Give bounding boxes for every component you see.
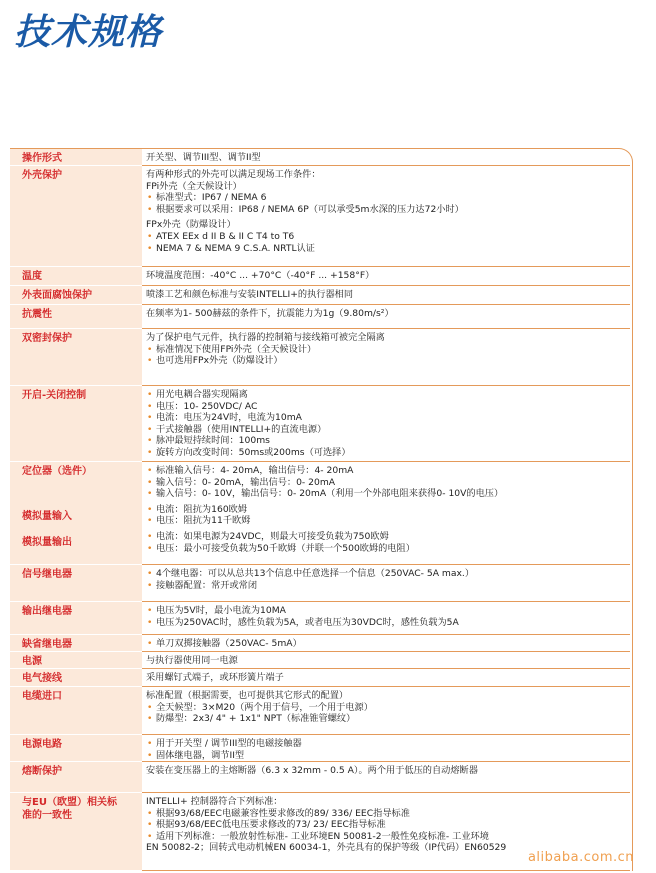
spec-value: [142, 565, 630, 602]
bullet-item: • 电压：10- 250VDC/ AC: [146, 401, 630, 413]
value-line: 有两种形式的外壳可以满足现场工作条件：: [146, 169, 321, 180]
bullet-item: • 单刀双掷接触器（250VAC- 5mA）: [146, 638, 630, 650]
bullet-item: • 也可选用FPx外壳（防爆设计）: [146, 355, 630, 367]
spec-label-text: 抗震性: [22, 309, 52, 320]
spec-sublabel: 模拟量输出: [22, 537, 72, 548]
spec-row: [10, 267, 630, 286]
spec-row: [10, 565, 630, 602]
spec-label: [10, 462, 142, 565]
bullet-item: • 电压为5V时，最小电流为10MA: [146, 605, 630, 617]
spec-label: [10, 267, 142, 286]
spec-value: [142, 166, 630, 267]
spec-value: [142, 735, 630, 762]
spec-label: [10, 793, 142, 871]
spec-label-text: 电源电路: [22, 739, 62, 750]
value-line: 标准配置（根据需要，也可提供其它形式的配置）: [146, 690, 349, 701]
bullet-item: • 输入信号：0- 20mA，输出信号：0- 20mA: [146, 477, 630, 489]
spec-label-text: 温度: [22, 271, 42, 282]
bullet-item: • 标准情况下使用FPi外壳（全天候设计）: [146, 344, 630, 356]
value-line: 在频率为1- 500赫兹的条件下，抗震能力为1g（9.80m/s²）: [146, 308, 394, 319]
bullet-item: • 根据93/68/EEC电磁兼容性要求修改的89/ 336/ EEC指导标准: [146, 808, 630, 820]
spec-value: [142, 635, 630, 652]
spec-value: [142, 149, 630, 166]
spec-value: [142, 762, 630, 793]
bullet-item: • 全天候型：3×M20（两个用于信号，一个用于电源）: [146, 702, 630, 714]
bullet-item: • 固体继电器，调节II型: [146, 750, 630, 762]
spec-row: [10, 166, 630, 267]
spec-label: [10, 149, 142, 166]
bullet-item: • 输入信号：0- 10V，输出信号：0- 20mA（利用一个外部电阻来获得0- 10V的电压）: [146, 488, 630, 500]
spec-label-text: 外表面腐蚀保护: [22, 290, 92, 301]
spec-label-text: 电缆进口: [22, 691, 62, 702]
spec-label-text: 操作形式: [22, 153, 62, 164]
value-line: 喷漆工艺和颜色标准与安装INTELLI+的执行器相同: [146, 289, 354, 300]
bullet-item: • 旋转方向改变时间：50ms或200ms（可选择）: [146, 447, 630, 459]
spec-value: [142, 652, 630, 669]
spec-label-text: 定位器（选件）: [22, 466, 92, 477]
spec-value: [142, 687, 630, 735]
bullet-item: • 适用下列标准：一般放射性标准- 工业环境EN 50081-2一般性免疫标准- 工业环境: [146, 831, 630, 843]
spec-value: [142, 462, 630, 565]
value-line: INTELLI+ 控制器符合下列标准：: [146, 796, 283, 807]
spec-label: [10, 687, 142, 735]
bullet-item: • NEMA 7 & NEMA 9 C.S.A. NRTL认证: [146, 243, 630, 255]
spec-row: [10, 149, 630, 166]
bullet-item: • 接触器配置：常开或常闭: [146, 580, 630, 592]
bullet-item: • 防爆型：2x3/ 4" + 1x1" NPT（标准锥管螺纹）: [146, 713, 630, 725]
spec-label: [10, 305, 142, 329]
value-line: 采用螺钉式端子，或环形簧片端子: [146, 672, 284, 683]
bullet-item: • 根据93/68/EEC低电压要求修改的73/ 23/ EEC指导标准: [146, 819, 630, 831]
spec-label: [10, 762, 142, 793]
spec-label-text: 电源: [22, 656, 42, 667]
spec-row: [10, 669, 630, 687]
bullet-item: • 电流：如果电源为24VDC，则最大可接受负载为750欧姆: [146, 531, 630, 543]
spec-label: [10, 286, 142, 305]
bullet-item: • 标准型式：IP67 / NEMA 6: [146, 192, 630, 204]
spec-row: [10, 462, 630, 565]
bullet-item: • 4个继电器：可以从总共13个信息中任意选择一个信息（250VAC- 5A max.）: [146, 568, 630, 580]
spec-label-text: 开启-关闭控制: [22, 390, 87, 401]
value-line: 环境温度范围：-40°C ... +70°C（-40°F ... +158°F）: [146, 270, 375, 281]
bullet-item: • 电压为250VAC时，感性负载为5A，或者电压为30VDC时，感性负载为5A: [146, 617, 630, 629]
spec-label-text: 双密封保护: [22, 333, 72, 344]
spec-label-text: 外壳保护: [22, 170, 62, 181]
value-line: EN 50082-2；回转式电动机械EN 60034-1，外壳具有的保护等级（IP代码）EN60529: [146, 842, 507, 854]
spec-value: [142, 386, 630, 462]
value-line: 开关型、调节III型、调节II型: [146, 152, 261, 163]
value-line: FPi外壳（全天候设计）: [146, 180, 242, 192]
spec-row: [10, 305, 630, 329]
spec-label-text: 信号继电器: [22, 569, 72, 580]
spec-label: [10, 635, 142, 652]
spec-row: [10, 635, 630, 652]
spec-label: [10, 735, 142, 762]
value-line: 与执行器使用同一电源: [146, 655, 238, 666]
bullet-item: • 干式接触器（使用INTELLI+的直流电源）: [146, 424, 630, 436]
spec-row: [10, 735, 630, 762]
value-line: 安装在变压器上的主熔断器（6.3 x 32mm - 0.5 A）。两个用于低压的自动熔断器: [146, 765, 478, 776]
spec-value: [142, 305, 630, 329]
bullet-item: • 电压：最小可接受负载为50千欧姆（并联一个500欧姆的电阻）: [146, 543, 630, 555]
spec-row: [10, 329, 630, 386]
spec-row: [10, 687, 630, 735]
spec-value: [142, 267, 630, 286]
spec-value: [142, 602, 630, 635]
spec-label: [10, 602, 142, 635]
spec-label: [10, 386, 142, 462]
spec-row: [10, 602, 630, 635]
spec-label-text: 熔断保护: [22, 766, 62, 777]
bullet-item: • ATEX EEx d II B & II C T4 to T6: [146, 231, 630, 243]
value-line: 为了保护电气元件，执行器的控制箱与接线箱可被完全隔离: [146, 332, 385, 343]
bullet-item: • 电压：阻抗为11千欧姆: [146, 515, 630, 527]
spec-label: [10, 565, 142, 602]
spec-value: [142, 329, 630, 386]
spec-label: [10, 329, 142, 386]
watermark: alibaba.com.cn: [527, 850, 634, 865]
spec-table: [10, 148, 633, 871]
spec-sublabel: 模拟量输入: [22, 511, 72, 522]
spec-row: [10, 386, 630, 462]
spec-label-text: 电气接线: [22, 673, 62, 684]
bullet-item: • 电流：阻抗为160欧姆: [146, 504, 630, 516]
spec-label-text: 输出继电器: [22, 606, 72, 617]
spec-label-text: 与EU（欧盟）相关标准的一致性: [22, 797, 117, 821]
spec-label: [10, 652, 142, 669]
spec-label: [10, 166, 142, 267]
spec-row: [10, 762, 630, 793]
spec-label-text: 缺省继电器: [22, 639, 72, 650]
bullet-item: • 电流：电压为24V时，电流为10mA: [146, 412, 630, 424]
spec-row: [10, 652, 630, 669]
page-title: 技术规格: [14, 12, 163, 53]
bullet-item: • 用于开关型 / 调节III型的电磁接触器: [146, 738, 630, 750]
bullet-item: • 用光电耦合器实现隔离: [146, 389, 630, 401]
bullet-item: • 根据要求可以采用：IP68 / NEMA 6P（可以承受5m水深的压力达72小时）: [146, 204, 630, 216]
bullet-item: • 脉冲最短持续时间：100ms: [146, 435, 630, 447]
spec-value: [142, 286, 630, 305]
spec-row: [10, 286, 630, 305]
spec-label: [10, 669, 142, 687]
value-line: FPx外壳（防爆设计）: [146, 219, 236, 231]
bullet-item: • 标准输入信号：4- 20mA，输出信号：4- 20mA: [146, 465, 630, 477]
spec-value: [142, 669, 630, 687]
